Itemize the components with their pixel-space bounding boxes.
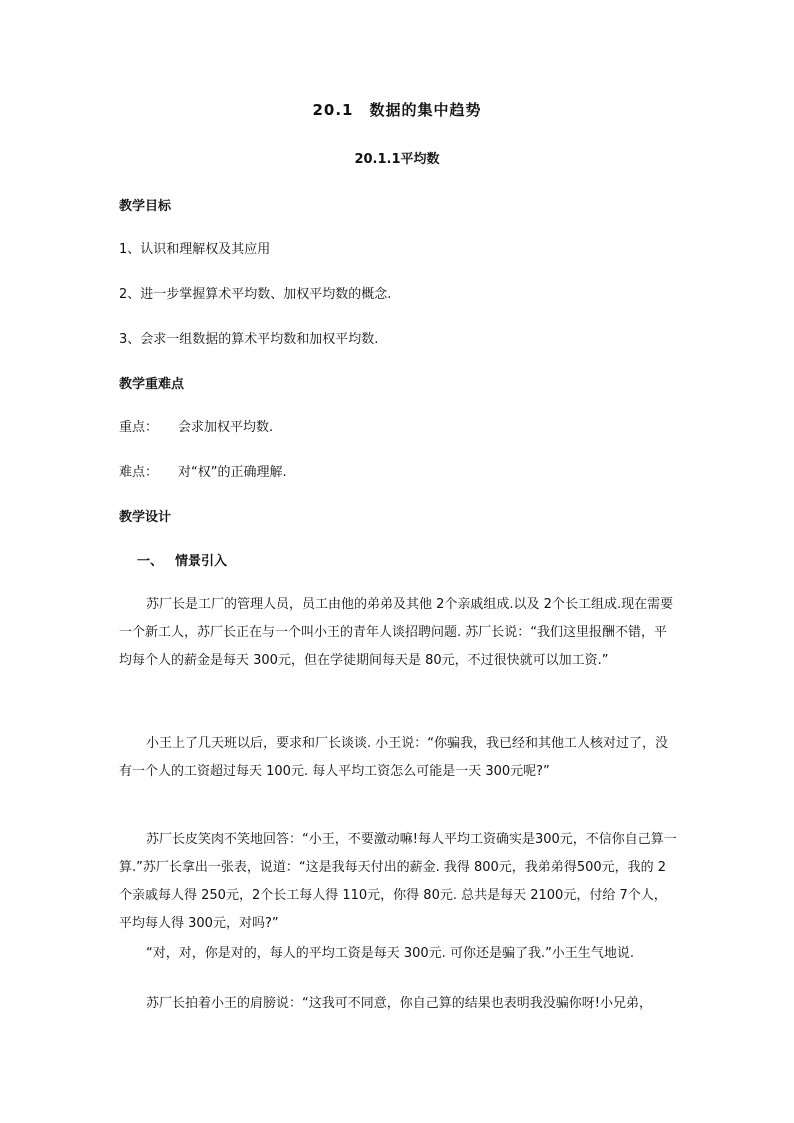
- difficult-label: 难点：: [119, 465, 159, 480]
- design-heading: 教学设计: [119, 510, 172, 525]
- document-subtitle: 20.1.1平均数: [354, 152, 440, 167]
- important-label: 重点：: [119, 420, 159, 435]
- objectives-heading: 教学目标: [119, 199, 172, 214]
- section-heading: [137, 550, 227, 569]
- paragraph: “对，对，你是对的，每人的平均工资是每天 300元. 可你还是骗了我.”小王生气地说.: [146, 946, 634, 961]
- key-points-heading: 教学重难点: [119, 377, 185, 392]
- paragraph: 苏厂长是工厂的管理人员，员工由他的弟弟及其他 2个亲戚组成.以及 2个长工组成.现在需要一个新工人，苏厂长正在与一个叫小王的青年人谈招聘问题. 苏厂长说：“我们这里报酬不错，平均每个人的薪金是每天 300元，但在学徒期间每天是 80元，不过很快就可以加工资.”: [119, 597, 674, 668]
- objective-item-2: 2、进一步掌握算术平均数、加权平均数的概念.: [119, 287, 392, 302]
- objective-item-1: 1、认识和理解权及其应用: [119, 242, 271, 257]
- section-title: 情景引入: [175, 554, 228, 569]
- paragraph: 小王上了几天班以后，要求和厂长谈谈. 小王说：“你骗我，我已经和其他工人核对过了，没有一个人的工资超过每天 100元. 每人平均工资怎么可能是一天 300元呢?”: [119, 736, 669, 779]
- difficult-point: [119, 461, 287, 480]
- objective-item-3: 3、会求一组数据的算术平均数和加权平均数.: [119, 332, 379, 347]
- paragraph: 苏厂长皮笑肉不笑地回答：“小王，不要激动嘛!每人平均工资确实是300元，不信你自己算一算.”苏厂长拿出一张表，说道：“这是我每天付出的薪金. 我得 800元，我弟弟得500元，我的 2个亲戚每人得 250元，2个长工每人得 110元，你得 80元. 总共是每天 2100元，付给 7个人，平均每人得 300元，对吗?”: [119, 832, 677, 931]
- section-number: 一、: [137, 554, 164, 569]
- important-text: 会求加权平均数.: [178, 420, 274, 435]
- document-title: 20.1 数据的集中趋势: [312, 101, 482, 119]
- important-point: [119, 416, 273, 435]
- paragraph: 苏厂长拍着小王的肩膀说：“这我可不同意，你自己算的结果也表明我没骗你呀!小兄弟，: [146, 996, 652, 1011]
- difficult-text: 对“权”的正确理解.: [178, 465, 287, 480]
